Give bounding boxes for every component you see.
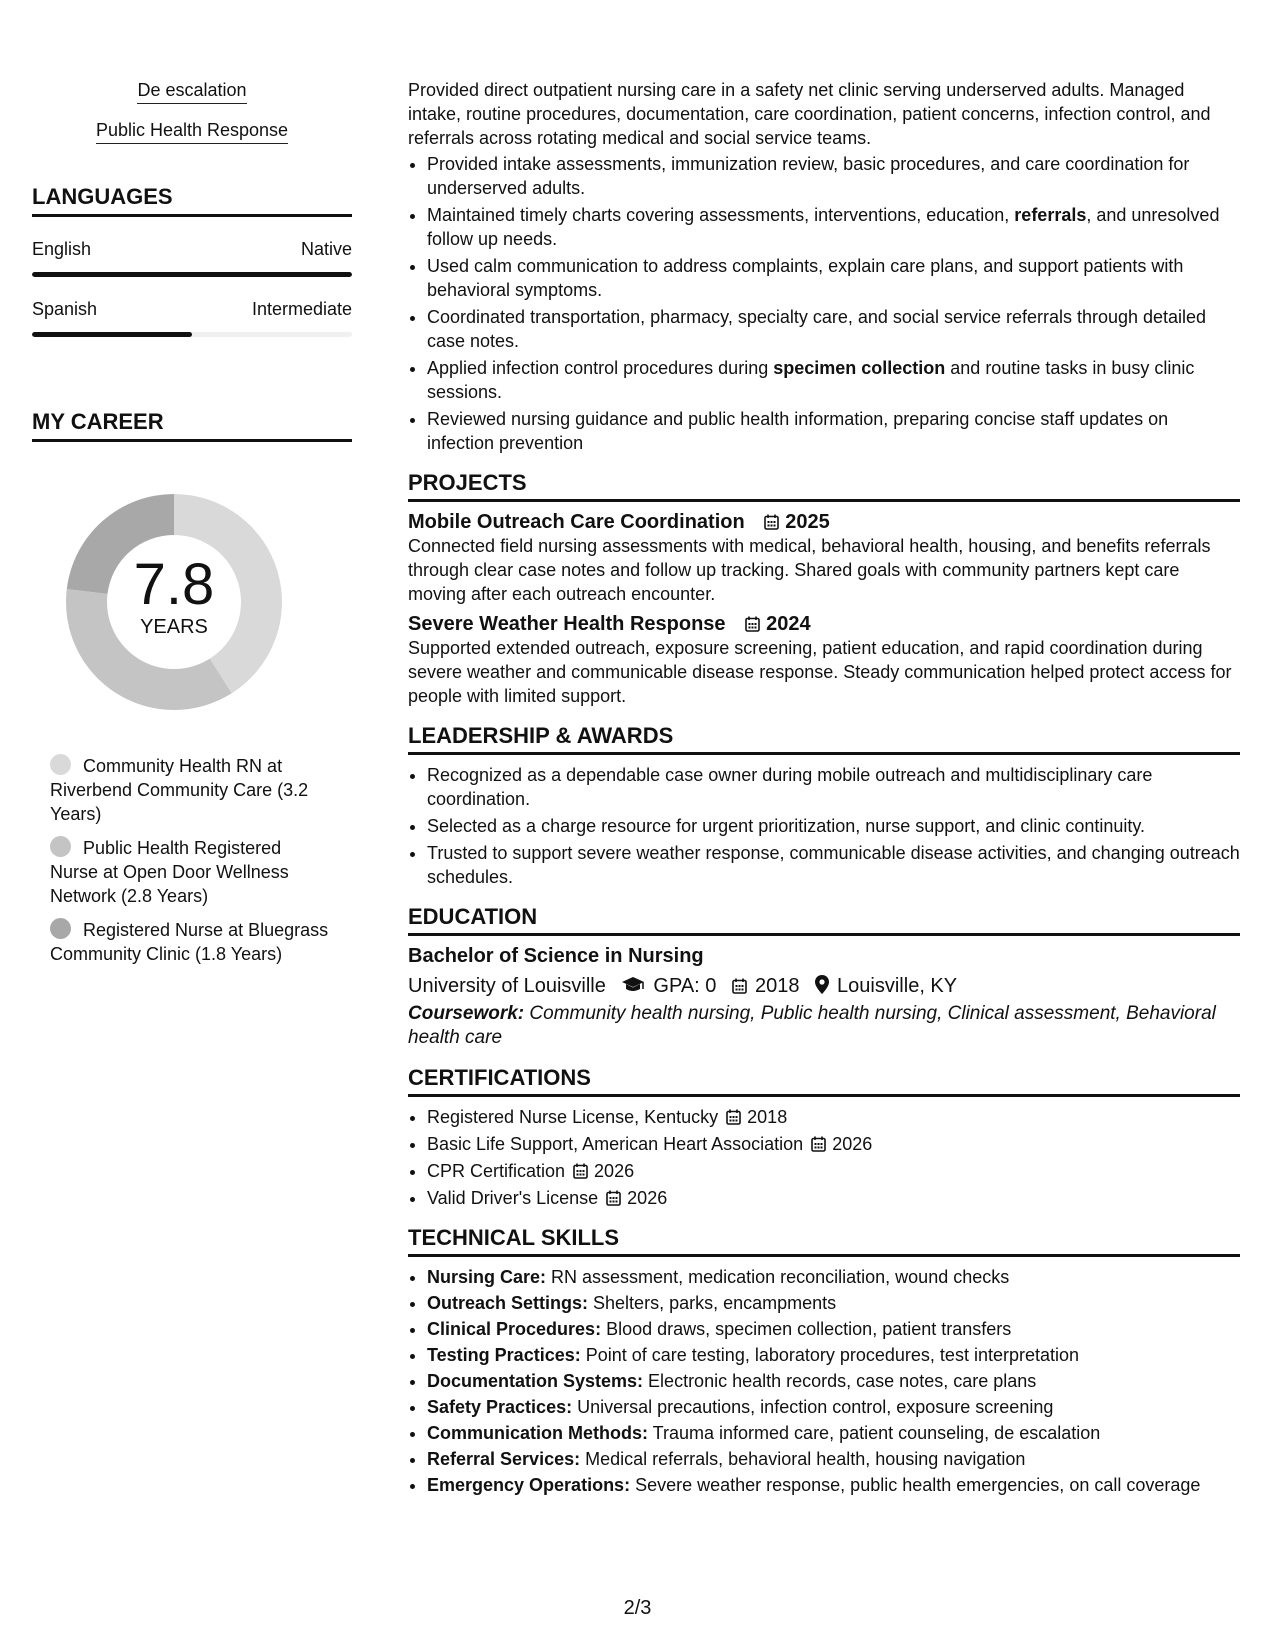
career-total-unit: YEARS: [140, 616, 208, 638]
project-description: Connected field nursing assessments with medical, behavioral health, housing, and benefits referrals through clear case notes and follow up tracking. Shared goals with community partners kept care moving after each outreach encounter.: [408, 536, 1211, 604]
project-item: [408, 510, 1240, 606]
legend-label: Community Health RN at Riverbend Community Care (3.2 Years): [50, 756, 309, 824]
calendar-icon: [573, 1163, 588, 1179]
project-year: 2024: [766, 613, 811, 635]
language-name: English: [32, 239, 92, 259]
experience-bullet: • Maintained timely charts covering assessments, interventions, education, referrals, and unresolved follow up needs.: [427, 203, 1240, 251]
legend-label: Public Health Registered Nurse at Open Door Wellness Network (2.8 Years): [50, 838, 289, 906]
graduation-cap-icon: [621, 976, 645, 994]
technical-skill-item: • Outreach Settings: Shelters, parks, encampments: [427, 1291, 1240, 1315]
project-title: Mobile Outreach Care Coordination: [408, 511, 745, 533]
map-pin-icon: [815, 975, 829, 994]
certifications-heading: CERTIFICATIONS: [408, 1066, 1240, 1097]
project-item: [408, 612, 1240, 708]
page-number: 2/3: [623, 1597, 652, 1619]
technical-skill-item: • Communication Methods: Trauma informed care, patient counseling, de escalation: [427, 1421, 1240, 1445]
career-legend-item: [50, 836, 330, 908]
language-level: Intermediate: [251, 299, 352, 319]
technical-skills-list: [408, 1265, 1240, 1497]
leadership-heading: LEADERSHIP & AWARDS: [408, 724, 1240, 755]
certification-item: • Valid Driver's License 2026: [427, 1186, 1240, 1210]
calendar-icon: [726, 1109, 741, 1125]
sidebar: [32, 80, 352, 976]
technical-skill-item: • Emergency Operations: Severe weather response, public health emergencies, on call coverage: [427, 1473, 1240, 1497]
experience-bullet: • Reviewed nursing guidance and public health information, preparing concise staff updates on infection prevention: [427, 407, 1240, 455]
education-year: 2018: [754, 975, 800, 997]
leadership-item: • Trusted to support severe weather response, communicable disease activities, and changing outreach schedules.: [427, 841, 1240, 889]
education-coursework: [408, 1002, 1240, 1050]
leadership-item: • Selected as a charge resource for urgent prioritization, nurse support, and clinic continuity.: [427, 814, 1240, 838]
coursework-text: Community health nursing, Public health nursing, Clinical assessment, Behavioral health care: [408, 1003, 1216, 1048]
coursework-label: Coursework:: [408, 1003, 525, 1024]
language-level: Native: [300, 239, 352, 259]
experience-summary: Provided direct outpatient nursing care in a safety net clinic serving underserved adults. Managed intake, routine procedures, documentation, care coordination, patient concerns, infection control, and referrals across rotating medical and social service teams.: [408, 80, 1211, 148]
experience-bullets: [408, 152, 1240, 455]
calendar-icon: [764, 514, 779, 530]
legend-swatch: [50, 754, 71, 775]
career-donut-chart: [54, 482, 294, 722]
calendar-icon: [606, 1190, 621, 1206]
leadership-list: [408, 763, 1240, 889]
technical-skill-item: • Nursing Care: RN assessment, medication reconciliation, wound checks: [427, 1265, 1240, 1289]
technical-skills-heading: TECHNICAL SKILLS: [408, 1226, 1240, 1257]
language-name: Spanish: [32, 299, 98, 319]
experience-bullet: • Applied infection control procedures during specimen collection and routine tasks in busy clinic sessions.: [427, 356, 1240, 404]
technical-skill-item: • Documentation Systems: Electronic health records, case notes, care plans: [427, 1369, 1240, 1393]
languages-heading: LANGUAGES: [32, 184, 352, 217]
education-gpa: GPA: 0: [653, 975, 717, 997]
language-proficiency-fill: [32, 332, 192, 337]
certification-item: • CPR Certification 2026: [427, 1159, 1240, 1183]
technical-skill-item: • Clinical Procedures: Blood draws, specimen collection, patient transfers: [427, 1317, 1240, 1341]
legend-swatch: [50, 836, 71, 857]
career-legend-item: [50, 754, 330, 826]
main-content: [408, 78, 1240, 1499]
education-heading: EDUCATION: [408, 905, 1240, 936]
technical-skill-item: • Referral Services: Medical referrals, behavioral health, housing navigation: [427, 1447, 1240, 1471]
skill-tag-public-health-response: Public Health Response: [96, 120, 288, 144]
education-location: Louisville, KY: [837, 975, 958, 997]
legend-swatch: [50, 918, 71, 939]
experience-bullet: • Used calm communication to address complaints, explain care plans, and support patients with behavioral symptoms.: [427, 254, 1240, 302]
language-english: [32, 239, 352, 277]
career-legend: [50, 754, 352, 966]
education-meta: [408, 974, 1240, 998]
project-description: Supported extended outreach, exposure screening, patient education, and rapid coordination during severe weather and communicable disease response. Steady communication helped protect access for people with limited support.: [408, 638, 1232, 706]
skill-tag-de-escalation: De escalation: [137, 80, 246, 104]
leadership-item: • Recognized as a dependable case owner during mobile outreach and multidisciplinary care coordination.: [427, 763, 1240, 811]
project-year: 2025: [785, 511, 830, 533]
calendar-icon: [811, 1136, 826, 1152]
career-total-years: 7.8: [133, 552, 215, 617]
language-proficiency-bar: [32, 332, 352, 337]
certification-item: • Registered Nurse License, Kentucky 2018: [427, 1105, 1240, 1129]
technical-skill-item: • Safety Practices: Universal precautions, infection control, exposure screening: [427, 1395, 1240, 1419]
career-legend-item: [50, 918, 330, 966]
projects-heading: PROJECTS: [408, 471, 1240, 502]
calendar-icon: [745, 616, 760, 632]
calendar-icon: [732, 978, 747, 994]
experience-bullet: • Coordinated transportation, pharmacy, specialty care, and social service referrals through detailed case notes.: [427, 305, 1240, 353]
experience-bullet: • Provided intake assessments, immunization review, basic procedures, and care coordination for underserved adults.: [427, 152, 1240, 200]
language-proficiency-fill: [32, 272, 352, 277]
certifications-list: [408, 1105, 1240, 1210]
legend-label: Registered Nurse at Bluegrass Community Clinic (1.8 Years): [50, 920, 329, 964]
technical-skill-item: • Testing Practices: Point of care testing, laboratory procedures, test interpretation: [427, 1343, 1240, 1367]
language-spanish: [32, 299, 352, 337]
certification-item: • Basic Life Support, American Heart Association 2026: [427, 1132, 1240, 1156]
career-heading: MY CAREER: [32, 409, 352, 442]
education-school: University of Louisville: [408, 975, 606, 997]
education-degree: Bachelor of Science in Nursing: [408, 945, 704, 967]
language-proficiency-bar: [32, 272, 352, 277]
project-title: Severe Weather Health Response: [408, 613, 726, 635]
